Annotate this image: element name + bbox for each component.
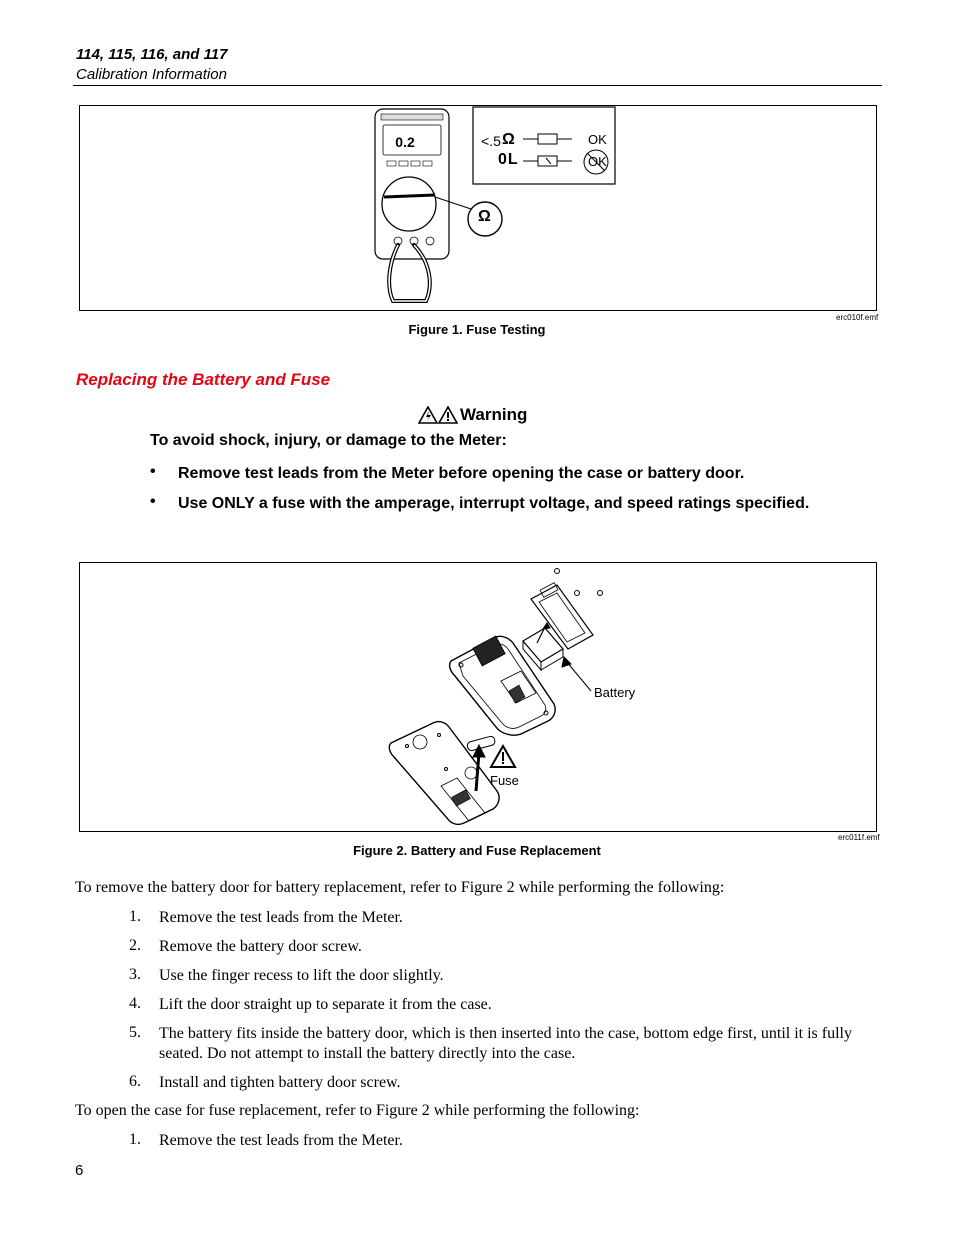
- back-cover: [389, 722, 499, 825]
- battery-fuse-illustration: [80, 563, 876, 831]
- figure-1-fuse-testing: [79, 105, 877, 311]
- page-number: 6: [75, 1162, 84, 1179]
- step-text: Remove the test leads from the Meter.: [159, 909, 403, 926]
- ok-crossed-label: OK: [588, 154, 607, 169]
- battery-step: [129, 1024, 874, 1064]
- step-text: Remove the test leads from the Meter.: [159, 1132, 403, 1149]
- step-number: 2.: [129, 937, 141, 954]
- warning-bullet-text: Use ONLY a fuse with the amperage, interrupt voltage, and speed ratings specified.: [178, 495, 810, 512]
- step-text: Remove the battery door screw.: [159, 938, 362, 955]
- figure-2-battery-fuse-replacement: [79, 562, 877, 832]
- battery-step: [129, 966, 879, 986]
- step-number: 6.: [129, 1073, 141, 1090]
- ok-label: OK: [588, 132, 607, 147]
- dial-pointer: [384, 195, 435, 197]
- step-number: 1.: [129, 1131, 141, 1148]
- battery-intro: To remove the battery door for battery replacement, refer to Figure 2 while performing the following:: [75, 879, 725, 896]
- warning-bullet: [150, 493, 810, 514]
- bullet-dot: •: [150, 463, 156, 480]
- section-heading: Replacing the Battery and Fuse: [76, 370, 331, 389]
- warning-title: [418, 405, 527, 425]
- fuse-label: Fuse: [490, 773, 519, 788]
- figure-2-filename: erc011f.emf: [838, 833, 880, 842]
- warning-intro: To avoid shock, injury, or damage to the Meter:: [150, 432, 507, 449]
- step-text: Install and tighten battery door screw.: [159, 1074, 401, 1091]
- battery-step: [129, 908, 879, 928]
- warning-bullet: [150, 463, 810, 484]
- step-text: Lift the door straight up to separate it from the case.: [159, 996, 492, 1013]
- step-number: 3.: [129, 966, 141, 983]
- warning-icon: [418, 406, 458, 424]
- step-text: Use the finger recess to lift the door slightly.: [159, 967, 444, 984]
- figure-1-caption: Figure 1. Fuse Testing: [408, 322, 546, 337]
- header-divider: [73, 85, 882, 86]
- warning-title-text: Warning: [460, 405, 528, 424]
- warning-bullet-text: Remove test leads from the Meter before opening the case or battery door.: [178, 465, 745, 482]
- fuse-step: [129, 1131, 879, 1151]
- reading-fine-value: <.5: [481, 133, 501, 149]
- battery-step: [129, 937, 879, 957]
- battery-step: [129, 995, 879, 1015]
- step-number: 5.: [129, 1024, 141, 1041]
- reading-open-value: 0L: [498, 151, 519, 168]
- figure-2-caption: Figure 2. Battery and Fuse Replacement: [353, 843, 601, 858]
- step-text: The battery fits inside the battery door, which is then inserted into the case, bottom edge first, until it is fully seated. Do not attempt to install the battery directly into the case.: [159, 1025, 852, 1062]
- header-section: Calibration Information: [76, 66, 227, 83]
- battery-step: [129, 1073, 879, 1093]
- bullet-dot: •: [150, 493, 156, 510]
- battery-label: Battery: [594, 685, 636, 700]
- step-number: 1.: [129, 908, 141, 925]
- header-model: 114, 115, 116, and 117: [76, 46, 228, 63]
- figure-1-filename: erc010f.emf: [836, 313, 879, 322]
- ohm-callout-symbol: Ω: [478, 208, 491, 225]
- ohm-symbol: Ω: [502, 131, 515, 148]
- step-number: 4.: [129, 995, 141, 1012]
- fuse-intro: To open the case for fuse replacement, refer to Figure 2 while performing the following:: [75, 1102, 640, 1119]
- meter-lcd-value: 0.2: [395, 134, 415, 150]
